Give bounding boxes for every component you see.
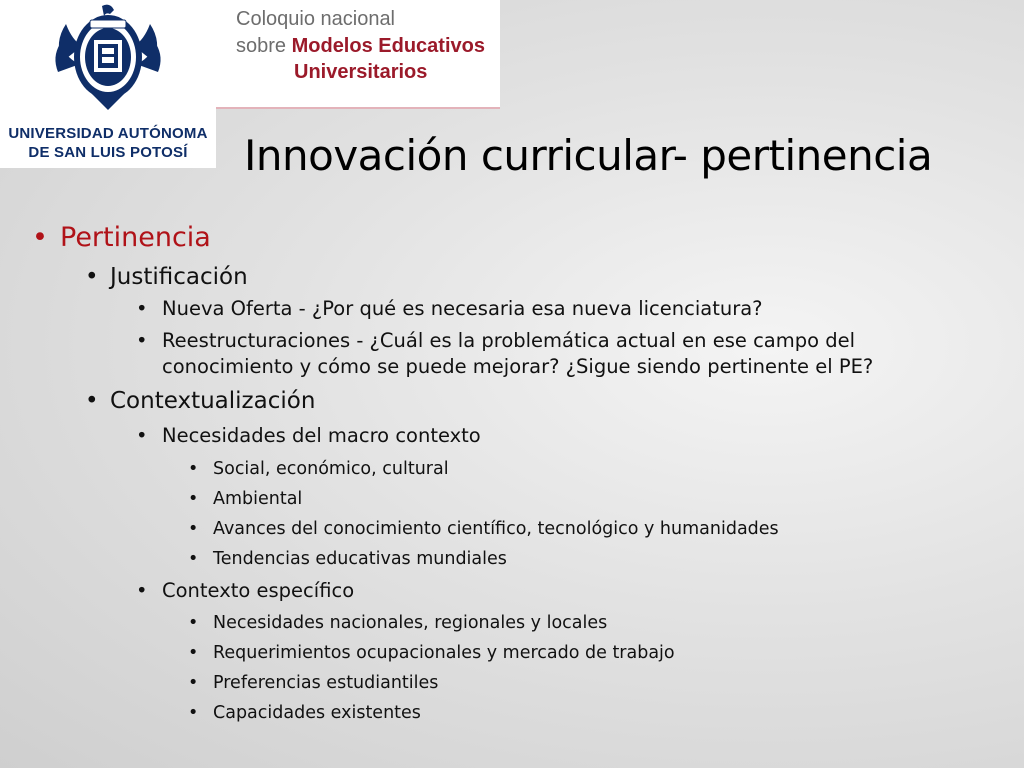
bullet-icon: •	[136, 579, 148, 602]
slide-title: Innovación curricular- pertinencia	[244, 131, 933, 180]
university-logo	[0, 0, 216, 168]
bullet-icon: •	[136, 329, 148, 352]
outline-item-text: Necesidades nacionales, regionales y locales	[213, 613, 608, 633]
outline-specific-item	[0, 668, 1024, 698]
banner-line-2-accent: Modelos Educativos	[291, 35, 485, 57]
outline-specific-label: Contexto específico	[162, 579, 355, 602]
university-name-line1: UNIVERSIDAD AUTÓNOMA	[8, 125, 208, 142]
outline-item-text: Ambiental	[213, 489, 303, 509]
bullet-icon: •	[85, 264, 99, 290]
banner-line-2-prefix: sobre	[236, 35, 292, 57]
outline-macro-context	[0, 418, 1024, 454]
bullet-icon: •	[188, 613, 199, 633]
outline-item-text: Reestructuraciones - ¿Cuál es la problemática actual en ese campo del conocimiento y cómo se puede mejorar? ¿Sigue siendo pertinente el PE?	[162, 329, 874, 378]
outline-macro-item	[0, 484, 1024, 514]
outline-item-text: Avances del conocimiento científico, tecnológico y humanidades	[213, 519, 779, 539]
bullet-icon: •	[85, 388, 99, 414]
outline-justificacion-label: Justificación	[110, 264, 248, 290]
outline-macro-item	[0, 514, 1024, 544]
outline-contextualizacion-label: Contextualización	[110, 388, 316, 414]
bullet-icon: •	[136, 424, 148, 447]
outline-item-text: Social, económico, cultural	[213, 459, 449, 479]
outline-level1-label: Pertinencia	[60, 222, 211, 253]
outline-specific-item	[0, 638, 1024, 668]
university-seal-icon	[52, 2, 164, 112]
slide-outline	[0, 216, 1024, 728]
outline-specific-item	[0, 608, 1024, 638]
bullet-icon: •	[136, 297, 148, 320]
outline-macro-label: Necesidades del macro contexto	[162, 424, 481, 447]
outline-specific-context	[0, 574, 1024, 608]
outline-item-text: Preferencias estudiantiles	[213, 673, 439, 693]
bullet-icon: •	[188, 703, 199, 723]
outline-item-text: Requerimientos ocupacionales y mercado de trabajo	[213, 643, 675, 663]
bullet-icon: •	[188, 489, 199, 509]
bullet-icon: •	[188, 459, 199, 479]
outline-macro-item	[0, 454, 1024, 484]
bullet-icon: •	[188, 549, 199, 569]
university-name-line2: DE SAN LUIS POTOSÍ	[28, 144, 188, 161]
outline-item-text: Tendencias educativas mundiales	[213, 549, 507, 569]
banner-line-3: Universitarios	[294, 61, 428, 83]
outline-justificacion	[0, 260, 1024, 294]
bullet-icon: •	[188, 643, 199, 663]
outline-level1-item	[0, 216, 1024, 260]
bullet-icon: •	[188, 673, 199, 693]
banner-line-1: Coloquio nacional	[236, 8, 396, 30]
outline-item-text: Nueva Oferta - ¿Por qué es necesaria esa nueva licenciatura?	[162, 297, 763, 320]
banner-line-2	[236, 34, 485, 58]
outline-specific-item	[0, 698, 1024, 728]
university-name	[0, 124, 216, 162]
outline-justificacion-item	[0, 296, 1024, 322]
bullet-icon: •	[188, 519, 199, 539]
outline-justificacion-item	[0, 328, 1024, 380]
bullet-icon: •	[32, 222, 48, 253]
outline-item-text: Capacidades existentes	[213, 703, 421, 723]
event-banner	[216, 0, 500, 109]
outline-contextualizacion	[0, 384, 1024, 418]
outline-macro-item	[0, 544, 1024, 574]
